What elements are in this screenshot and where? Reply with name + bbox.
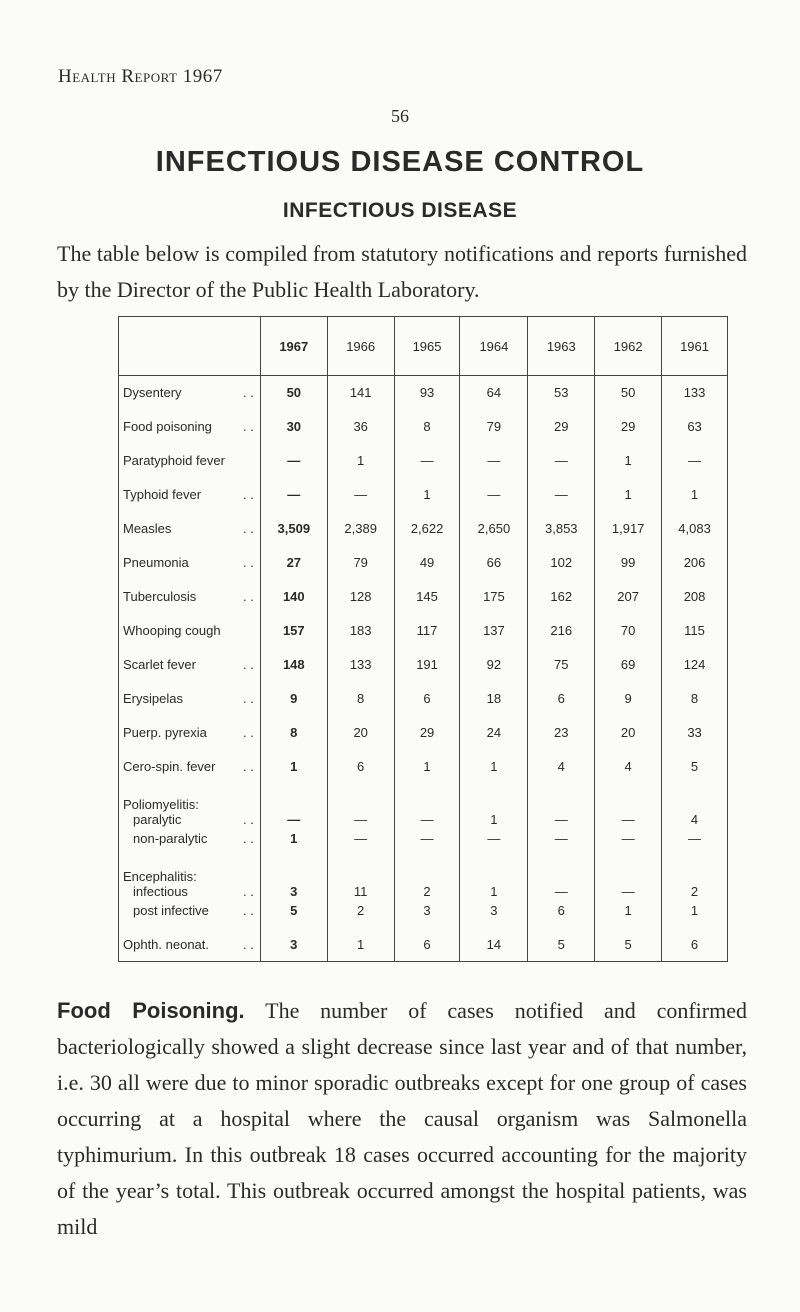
table-row <box>119 884 728 903</box>
row-label-text: Measles <box>123 521 172 536</box>
empty-cell <box>528 784 595 812</box>
value-cell: 27 <box>260 546 327 580</box>
header-year: 1962 <box>595 317 662 376</box>
value-cell: 2 <box>327 903 394 928</box>
value-cell: 24 <box>460 716 528 750</box>
value-cell: 33 <box>662 716 728 750</box>
value-cell: 1,917 <box>595 512 662 546</box>
value-cell: 8 <box>260 716 327 750</box>
value-cell: — <box>460 831 528 856</box>
table-row <box>119 444 728 478</box>
value-cell: 133 <box>327 648 394 682</box>
value-cell: 124 <box>662 648 728 682</box>
value-cell: 2,389 <box>327 512 394 546</box>
value-cell: 11 <box>327 884 394 903</box>
value-cell: 206 <box>662 546 728 580</box>
row-label <box>119 903 261 928</box>
value-cell: 1 <box>460 812 528 831</box>
value-cell: 140 <box>260 580 327 614</box>
value-cell: 148 <box>260 648 327 682</box>
value-cell: 1 <box>662 903 728 928</box>
value-cell: 92 <box>460 648 528 682</box>
value-cell: 1 <box>595 478 662 512</box>
value-cell: 63 <box>662 410 728 444</box>
value-cell: 1 <box>460 750 528 784</box>
row-label <box>119 512 261 546</box>
value-cell: 50 <box>595 376 662 410</box>
row-label <box>119 444 261 478</box>
value-cell: 64 <box>460 376 528 410</box>
value-cell: — <box>528 812 595 831</box>
table-row <box>119 648 728 682</box>
value-cell: 4 <box>595 750 662 784</box>
value-cell: 14 <box>460 928 528 962</box>
value-cell: 157 <box>260 614 327 648</box>
value-cell: — <box>394 444 460 478</box>
empty-cell <box>662 784 728 812</box>
leader-dots: . . <box>243 902 254 918</box>
value-cell: 183 <box>327 614 394 648</box>
value-cell: 70 <box>595 614 662 648</box>
value-cell: 6 <box>662 928 728 962</box>
value-cell: — <box>595 831 662 856</box>
header-year: 1967 <box>260 317 327 376</box>
value-cell: 1 <box>394 478 460 512</box>
row-label <box>119 750 261 784</box>
table-row <box>119 512 728 546</box>
row-label <box>119 716 261 750</box>
table-row <box>119 928 728 962</box>
group-label: Encephalitis: <box>119 856 261 884</box>
value-cell: — <box>394 812 460 831</box>
row-label-text: Food poisoning <box>123 419 212 434</box>
row-label <box>119 682 261 716</box>
leader-dots: . . <box>243 487 254 502</box>
value-cell: 20 <box>595 716 662 750</box>
row-label-text: Tuberculosis <box>123 589 197 604</box>
table-row <box>119 903 728 928</box>
row-label-text: Paratyphoid fever <box>123 453 225 468</box>
value-cell: 79 <box>460 410 528 444</box>
value-cell: 20 <box>327 716 394 750</box>
running-head: Health Report 1967 <box>58 66 223 87</box>
value-cell: 3,509 <box>260 512 327 546</box>
value-cell: 4 <box>662 812 728 831</box>
value-cell: 141 <box>327 376 394 410</box>
table-row <box>119 580 728 614</box>
value-cell: — <box>528 831 595 856</box>
value-cell: 2 <box>662 884 728 903</box>
value-cell: 36 <box>327 410 394 444</box>
group-header-row <box>119 856 728 884</box>
leader-dots: . . <box>243 385 254 401</box>
table-row <box>119 410 728 444</box>
paragraph-lead: Food Poisoning. <box>57 998 245 1023</box>
value-cell: 137 <box>460 614 528 648</box>
value-cell: 1 <box>662 478 728 512</box>
row-label-text: Dysentery <box>123 385 182 401</box>
leader-dots: . . <box>243 759 254 774</box>
header-blank <box>119 317 261 376</box>
row-label-text: paralytic <box>133 811 182 827</box>
group-label: Poliomyelitis: <box>119 784 261 812</box>
group-header-row <box>119 784 728 812</box>
value-cell: 9 <box>260 682 327 716</box>
empty-cell <box>595 784 662 812</box>
header-year: 1963 <box>528 317 595 376</box>
value-cell: 216 <box>528 614 595 648</box>
leader-dots: . . <box>243 691 254 706</box>
value-cell: 8 <box>394 410 460 444</box>
main-title: INFECTIOUS DISEASE CONTROL <box>155 146 645 178</box>
row-label <box>119 376 261 410</box>
value-cell: 3 <box>260 884 327 903</box>
table-row <box>119 750 728 784</box>
row-label <box>119 410 261 444</box>
value-cell: 3,853 <box>528 512 595 546</box>
row-label-text: non-paralytic <box>133 830 208 846</box>
value-cell: 6 <box>528 682 595 716</box>
value-cell: 4,083 <box>662 512 728 546</box>
empty-cell <box>260 784 327 812</box>
value-cell: 6 <box>394 928 460 962</box>
empty-cell <box>528 856 595 884</box>
empty-cell <box>394 784 460 812</box>
value-cell: 1 <box>327 444 394 478</box>
value-cell: 1 <box>260 750 327 784</box>
row-label-text: Scarlet fever <box>123 657 196 672</box>
value-cell: 102 <box>528 546 595 580</box>
leader-dots: . . <box>243 883 254 899</box>
value-cell: 29 <box>394 716 460 750</box>
value-cell: 8 <box>327 682 394 716</box>
value-cell: 9 <box>595 682 662 716</box>
row-label-text: Whooping cough <box>123 623 221 638</box>
row-label <box>119 884 261 903</box>
header-year: 1965 <box>394 317 460 376</box>
value-cell: — <box>460 478 528 512</box>
empty-cell <box>327 784 394 812</box>
value-cell: 128 <box>327 580 394 614</box>
value-cell: — <box>260 812 327 831</box>
leader-dots: . . <box>243 521 254 536</box>
value-cell: 207 <box>595 580 662 614</box>
value-cell: 1 <box>327 928 394 962</box>
value-cell: 99 <box>595 546 662 580</box>
row-label <box>119 546 261 580</box>
food-poisoning-paragraph <box>57 993 747 1245</box>
empty-cell <box>394 856 460 884</box>
row-label-text: Pneumonia <box>123 555 189 570</box>
value-cell: — <box>327 478 394 512</box>
value-cell: — <box>528 444 595 478</box>
value-cell: 49 <box>394 546 460 580</box>
header-year: 1966 <box>327 317 394 376</box>
value-cell: — <box>460 444 528 478</box>
row-label-text: Puerp. pyrexia <box>123 725 207 740</box>
row-label <box>119 614 261 648</box>
value-cell: 5 <box>662 750 728 784</box>
empty-cell <box>460 784 528 812</box>
leader-dots: . . <box>243 830 254 846</box>
header-year: 1961 <box>662 317 728 376</box>
leader-dots: . . <box>243 589 254 604</box>
row-label-text: Ophth. neonat. <box>123 936 210 952</box>
value-cell: 1 <box>595 444 662 478</box>
value-cell: 3 <box>460 903 528 928</box>
value-cell: 30 <box>260 410 327 444</box>
row-label-text: Cero-spin. fever <box>123 759 216 774</box>
value-cell: 1 <box>260 831 327 856</box>
row-label <box>119 812 261 831</box>
table-row <box>119 478 728 512</box>
value-cell: 1 <box>595 903 662 928</box>
page-number: 56 <box>391 106 409 126</box>
value-cell: 2,650 <box>460 512 528 546</box>
row-label-text: infectious <box>133 883 188 899</box>
table-row <box>119 614 728 648</box>
table-header-row <box>119 317 728 376</box>
infectious-disease-table <box>118 316 728 962</box>
value-cell: 6 <box>327 750 394 784</box>
value-cell: 133 <box>662 376 728 410</box>
table-row <box>119 682 728 716</box>
row-label <box>119 580 261 614</box>
empty-cell <box>662 856 728 884</box>
empty-cell <box>460 856 528 884</box>
value-cell: — <box>260 478 327 512</box>
value-cell: 50 <box>260 376 327 410</box>
table-row <box>119 831 728 856</box>
table-row <box>119 716 728 750</box>
leader-dots: . . <box>243 657 254 672</box>
value-cell: — <box>528 884 595 903</box>
value-cell: 145 <box>394 580 460 614</box>
value-cell: 3 <box>394 903 460 928</box>
leader-dots: . . <box>243 555 254 570</box>
value-cell: 29 <box>595 410 662 444</box>
value-cell: 8 <box>662 682 728 716</box>
value-cell: 6 <box>528 903 595 928</box>
value-cell: — <box>327 831 394 856</box>
value-cell: — <box>662 444 728 478</box>
leader-dots: . . <box>243 419 254 434</box>
row-label <box>119 928 261 962</box>
value-cell: 18 <box>460 682 528 716</box>
value-cell: — <box>595 884 662 903</box>
row-label-text: post infective <box>133 902 209 918</box>
value-cell: — <box>394 831 460 856</box>
value-cell: 5 <box>528 928 595 962</box>
value-cell: 5 <box>595 928 662 962</box>
value-cell: 69 <box>595 648 662 682</box>
value-cell: 2 <box>394 884 460 903</box>
value-cell: 115 <box>662 614 728 648</box>
value-cell: 117 <box>394 614 460 648</box>
table-row <box>119 812 728 831</box>
empty-cell <box>327 856 394 884</box>
value-cell: — <box>528 478 595 512</box>
value-cell: — <box>260 444 327 478</box>
value-cell: 6 <box>394 682 460 716</box>
value-cell: 1 <box>460 884 528 903</box>
value-cell: 2,622 <box>394 512 460 546</box>
row-label <box>119 478 261 512</box>
value-cell: 66 <box>460 546 528 580</box>
paragraph-text: The number of cases notified and confirmed bacteriologically showed a slight decrease since last year and of that number, i.e. 30 all were due to minor sporadic outbreaks except for one group of cases occurring at a hospital where the causal organism was Salmonella typhimurium. In this outbreak 18 cases occurred accounting for the majority of the year’s total. This outbreak occurred amongst the hospital patients, was mild <box>57 998 747 1239</box>
table-row <box>119 376 728 410</box>
value-cell: — <box>662 831 728 856</box>
table-row <box>119 546 728 580</box>
value-cell: 93 <box>394 376 460 410</box>
value-cell: 75 <box>528 648 595 682</box>
value-cell: — <box>327 812 394 831</box>
value-cell: 175 <box>460 580 528 614</box>
value-cell: 53 <box>528 376 595 410</box>
value-cell: 23 <box>528 716 595 750</box>
value-cell: 79 <box>327 546 394 580</box>
row-label-text: Typhoid fever <box>123 487 202 502</box>
value-cell: 1 <box>394 750 460 784</box>
empty-cell <box>595 856 662 884</box>
value-cell: 5 <box>260 903 327 928</box>
intro-paragraph: The table below is compiled from statutory notifications and reports furnished by the Director of the Public Health Laboratory. <box>57 241 747 302</box>
value-cell: 191 <box>394 648 460 682</box>
row-label <box>119 831 261 856</box>
value-cell: 4 <box>528 750 595 784</box>
leader-dots: . . <box>243 725 254 740</box>
row-label <box>119 648 261 682</box>
section-title: INFECTIOUS DISEASE <box>282 199 518 222</box>
leader-dots: . . <box>243 936 254 952</box>
row-label-text: Erysipelas <box>123 691 183 706</box>
value-cell: 208 <box>662 580 728 614</box>
value-cell: — <box>595 812 662 831</box>
value-cell: 3 <box>260 928 327 962</box>
empty-cell <box>260 856 327 884</box>
value-cell: 29 <box>528 410 595 444</box>
value-cell: 162 <box>528 580 595 614</box>
leader-dots: . . <box>243 811 254 827</box>
header-year: 1964 <box>460 317 528 376</box>
